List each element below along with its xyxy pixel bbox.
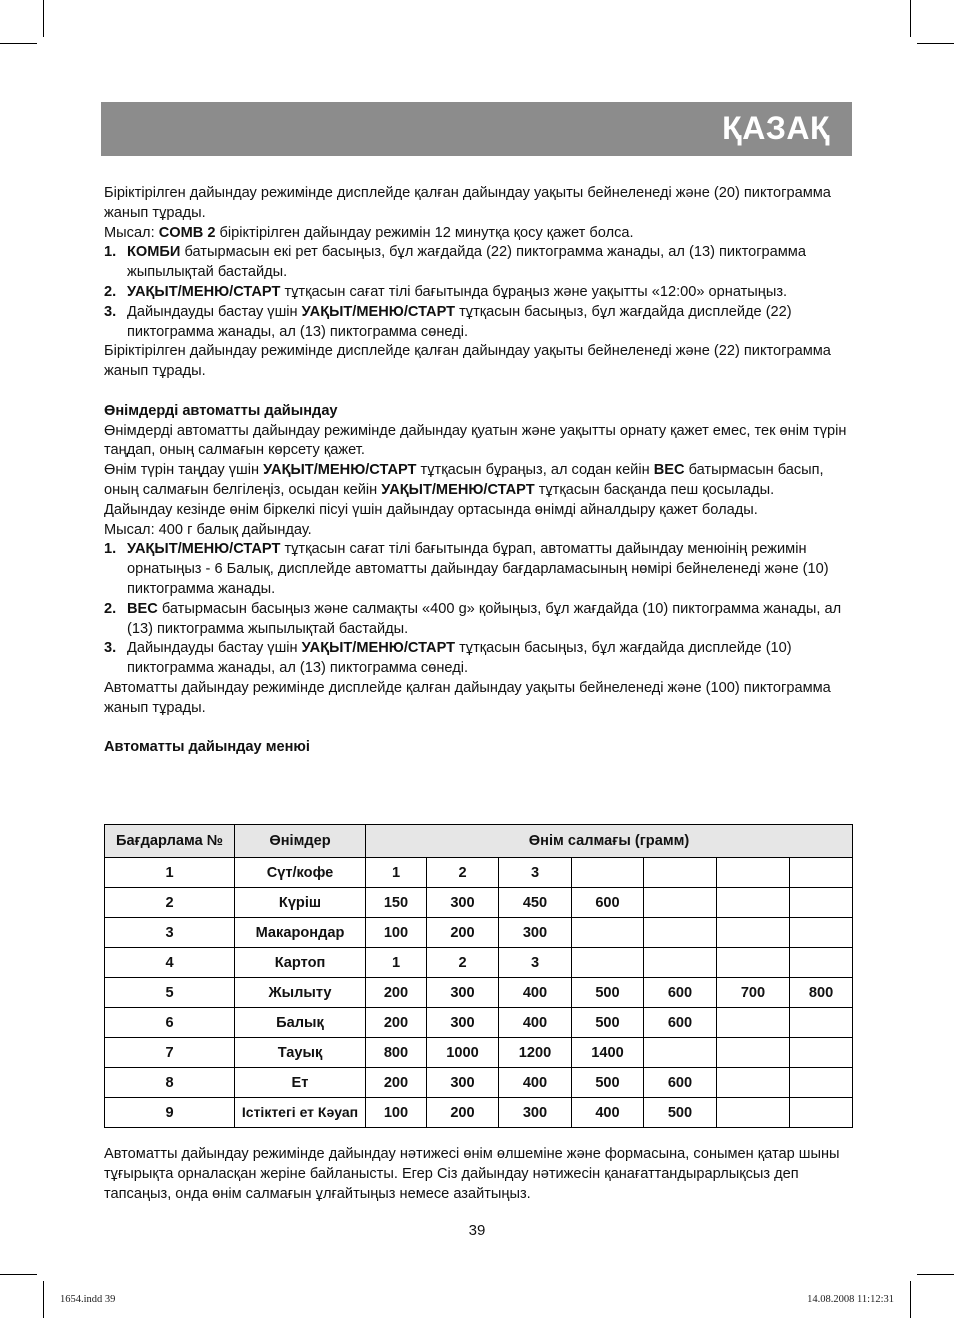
- weight-cell: 300: [427, 1068, 499, 1098]
- crop-mark: [0, 43, 37, 44]
- table-row: [105, 888, 853, 918]
- weight-cell: [717, 1068, 790, 1098]
- list-item: 3. Дайындауды бастау үшін УАҚЫТ/МЕНЮ/СТАРТ тұтқасын басыңыз, бұл жағдайда дисплейде (10) пиктограмма жанады, ал (13) пиктограмма сөнеді.: [104, 640, 792, 677]
- list-item: 1. КОМБИ батырмасын екі рет басыңыз, бұл жағдайда (22) пиктограмма жанады, ал (13) пиктограмма жыпылықтай бастайды.: [104, 244, 806, 281]
- weight-cell: [717, 1008, 790, 1038]
- weight-cell: 450: [499, 888, 572, 918]
- weight-cell: 500: [644, 1098, 717, 1128]
- weight-cell: 150: [366, 888, 427, 918]
- list-item: 1. УАҚЫТ/МЕНЮ/СТАРТ тұтқасын сағат тілі бағытында бұрап, автоматты дайындау менюінің режимін орнатыңыз - 6 Балық, дисплейде автоматты дайындау бағдарламасының нөмірі бейнеленеді және (10) пиктограмма жанады.: [104, 541, 829, 597]
- weight-cell: 800: [366, 1038, 427, 1068]
- weight-cell: [790, 888, 853, 918]
- weight-cell: 400: [499, 978, 572, 1008]
- weight-cell: 400: [499, 1008, 572, 1038]
- weight-cell: 600: [644, 1008, 717, 1038]
- weight-cell: [717, 948, 790, 978]
- page-number: 39: [468, 1222, 486, 1239]
- weight-cell: 200: [427, 1098, 499, 1128]
- weight-cell: 300: [499, 1098, 572, 1128]
- weight-cell: 1200: [499, 1038, 572, 1068]
- table-row: [105, 918, 853, 948]
- weight-cell: 2: [427, 948, 499, 978]
- main-text: [104, 184, 852, 758]
- program-number-cell: 6: [105, 1008, 235, 1038]
- weight-cell: 1: [366, 948, 427, 978]
- auto-cooking-table: [104, 824, 853, 1128]
- program-number-cell: 4: [105, 948, 235, 978]
- column-header-program: Бағдарлама №: [105, 825, 235, 858]
- section-heading: Өнімдерді автоматты дайындау: [104, 402, 338, 419]
- table-row: [105, 978, 853, 1008]
- crop-mark: [43, 1281, 44, 1318]
- weight-cell: [790, 1038, 853, 1068]
- crop-mark: [910, 1281, 911, 1318]
- product-name-cell: Макарондар: [235, 918, 366, 948]
- weight-cell: [572, 948, 644, 978]
- example-line: Мысал: COMB 2 біріктірілген дайындау режимін 12 минутқа қосу қажет болса.: [104, 224, 634, 241]
- weight-cell: 1000: [427, 1038, 499, 1068]
- weight-cell: 400: [499, 1068, 572, 1098]
- program-number-cell: 1: [105, 858, 235, 888]
- product-name-cell: Картоп: [235, 948, 366, 978]
- weight-cell: 300: [427, 978, 499, 1008]
- product-name-cell: Балық: [235, 1008, 366, 1038]
- table-row: [105, 948, 853, 978]
- weight-cell: [717, 888, 790, 918]
- list-item: 2. УАҚЫТ/МЕНЮ/СТАРТ тұтқасын сағат тілі бағытында бұраңыз және уақытты «12:00» орнатыңыз.: [104, 283, 788, 300]
- footer-timestamp: 14.08.2008 11:12:31: [807, 1294, 894, 1305]
- language-title: ҚАЗАҚ: [722, 110, 830, 146]
- column-header-weight: Өнім салмағы (грамм): [366, 825, 853, 858]
- weight-cell: 600: [572, 888, 644, 918]
- weight-cell: 300: [499, 918, 572, 948]
- weight-cell: 300: [427, 888, 499, 918]
- weight-cell: [572, 858, 644, 888]
- paragraph: Автоматты дайындау режимінде дисплейде қалған дайындау уақыты бейнеленеді және (100) пиктограмма жанып тұрады.: [104, 679, 831, 716]
- weight-cell: [644, 948, 717, 978]
- paragraph: Дайындау кезінде өнім біркелкі пісуі үшін дайындау ортасында өнімді айналдыру қажет болады.: [104, 501, 758, 518]
- weight-cell: [717, 858, 790, 888]
- crop-mark: [917, 43, 954, 44]
- weight-cell: 100: [366, 918, 427, 948]
- column-header-products: Өнімдер: [235, 825, 366, 858]
- paragraph: Өнімдерді автоматты дайындау режимінде дайындау қуатын және уақытты орнату қажет емес, тек өнім түрін таңдап, оның салмағын көрсету қажет.: [104, 422, 847, 459]
- weight-cell: 600: [644, 1068, 717, 1098]
- weight-cell: [717, 1098, 790, 1128]
- weight-cell: 3: [499, 948, 572, 978]
- weight-cell: [572, 918, 644, 948]
- crop-mark: [910, 0, 911, 37]
- table-row: [105, 1098, 853, 1128]
- weight-cell: [790, 858, 853, 888]
- footer-file-info: 1654.indd 39: [60, 1294, 116, 1305]
- weight-cell: [717, 1038, 790, 1068]
- weight-cell: [790, 1098, 853, 1128]
- program-number-cell: 8: [105, 1068, 235, 1098]
- product-name-cell: Күріш: [235, 888, 366, 918]
- weight-cell: 500: [572, 1008, 644, 1038]
- table-row: [105, 1038, 853, 1068]
- weight-cell: 300: [427, 1008, 499, 1038]
- weight-cell: 500: [572, 978, 644, 1008]
- weight-cell: 800: [790, 978, 853, 1008]
- weight-cell: [644, 918, 717, 948]
- program-number-cell: 7: [105, 1038, 235, 1068]
- weight-cell: [790, 948, 853, 978]
- program-number-cell: 5: [105, 978, 235, 1008]
- program-number-cell: 9: [105, 1098, 235, 1128]
- weight-cell: 100: [366, 1098, 427, 1128]
- weight-cell: 1: [366, 858, 427, 888]
- product-name-cell: Ет: [235, 1068, 366, 1098]
- table-row: [105, 1008, 853, 1038]
- program-number-cell: 2: [105, 888, 235, 918]
- weight-cell: 200: [366, 978, 427, 1008]
- weight-cell: 600: [644, 978, 717, 1008]
- weight-cell: [644, 858, 717, 888]
- paragraph: Біріктірілген дайындау режимінде дисплейде қалған дайындау уақыты бейнеленеді және (20) пиктограмма жанып тұрады.: [104, 185, 831, 221]
- weight-cell: 200: [427, 918, 499, 948]
- section-heading: Автоматты дайындау менюі: [104, 739, 310, 756]
- paragraph: Біріктірілген дайындау режимінде дисплейде қалған дайындау уақыты бейнеленеді және (22) пиктограмма жанып тұрады.: [104, 343, 831, 380]
- weight-cell: [790, 1068, 853, 1098]
- weight-cell: 2: [427, 858, 499, 888]
- paragraph: Өнім түрін таңдау үшін УАҚЫТ/МЕНЮ/СТАРТ тұтқасын бұраңыз, ал содан кейін ВЕС батырмасын басып, оның салмағын белгілеңіз, осыдан кейін УАҚЫТ/МЕНЮ/СТАРТ тұтқасын басқанда пеш қосылады.: [104, 462, 824, 498]
- weight-cell: 200: [366, 1068, 427, 1098]
- product-name-cell: Жылыту: [235, 978, 366, 1008]
- crop-mark: [43, 0, 44, 37]
- weight-cell: [717, 918, 790, 948]
- table-header-row: [105, 825, 853, 858]
- product-name-cell: Сүт/кофе: [235, 858, 366, 888]
- crop-mark: [917, 1274, 954, 1275]
- list-item: 3. Дайындауды бастау үшін УАҚЫТ/МЕНЮ/СТАРТ тұтқасын басыңыз, бұл жағдайда дисплейде (22) пиктограмма жанады, ал (13) пиктограмма сөнеді.: [104, 303, 792, 340]
- product-name-cell: Тауық: [235, 1038, 366, 1068]
- language-header: [101, 102, 852, 156]
- weight-cell: [644, 888, 717, 918]
- weight-cell: [644, 1038, 717, 1068]
- weight-cell: 500: [572, 1068, 644, 1098]
- weight-cell: 200: [366, 1008, 427, 1038]
- weight-cell: 1400: [572, 1038, 644, 1068]
- crop-mark: [0, 1274, 37, 1275]
- example-line: Мысал: 400 г балық дайындау.: [104, 521, 312, 538]
- list-item: 2. ВЕС батырмасын басыңыз және салмақты «400 g» қойыңыз, бұл жағдайда (10) пиктограмма жанады, ал (13) пиктограмма жыпылықтай бастайды.: [104, 600, 842, 637]
- product-name-cell: Істіктегі ет Кәуап: [235, 1098, 366, 1128]
- weight-cell: [790, 1008, 853, 1038]
- table-row: [105, 858, 853, 888]
- weight-cell: 3: [499, 858, 572, 888]
- weight-cell: 400: [572, 1098, 644, 1128]
- weight-cell: 700: [717, 978, 790, 1008]
- weight-cell: [790, 918, 853, 948]
- closing-paragraph: Автоматты дайындау режимінде дайындау нәтижесі өнім өлшеміне және формасына, сонымен қатар шыны тұғырықта орналасқан жеріне байланысты. Егер Сіз дайындау нәтижесін қанағаттандырарлықсыз деп тапсаңыз, онда өнім салмағын ұлғайтыңыз немесе азайтыңыз.: [104, 1146, 840, 1202]
- program-number-cell: 3: [105, 918, 235, 948]
- table-row: [105, 1068, 853, 1098]
